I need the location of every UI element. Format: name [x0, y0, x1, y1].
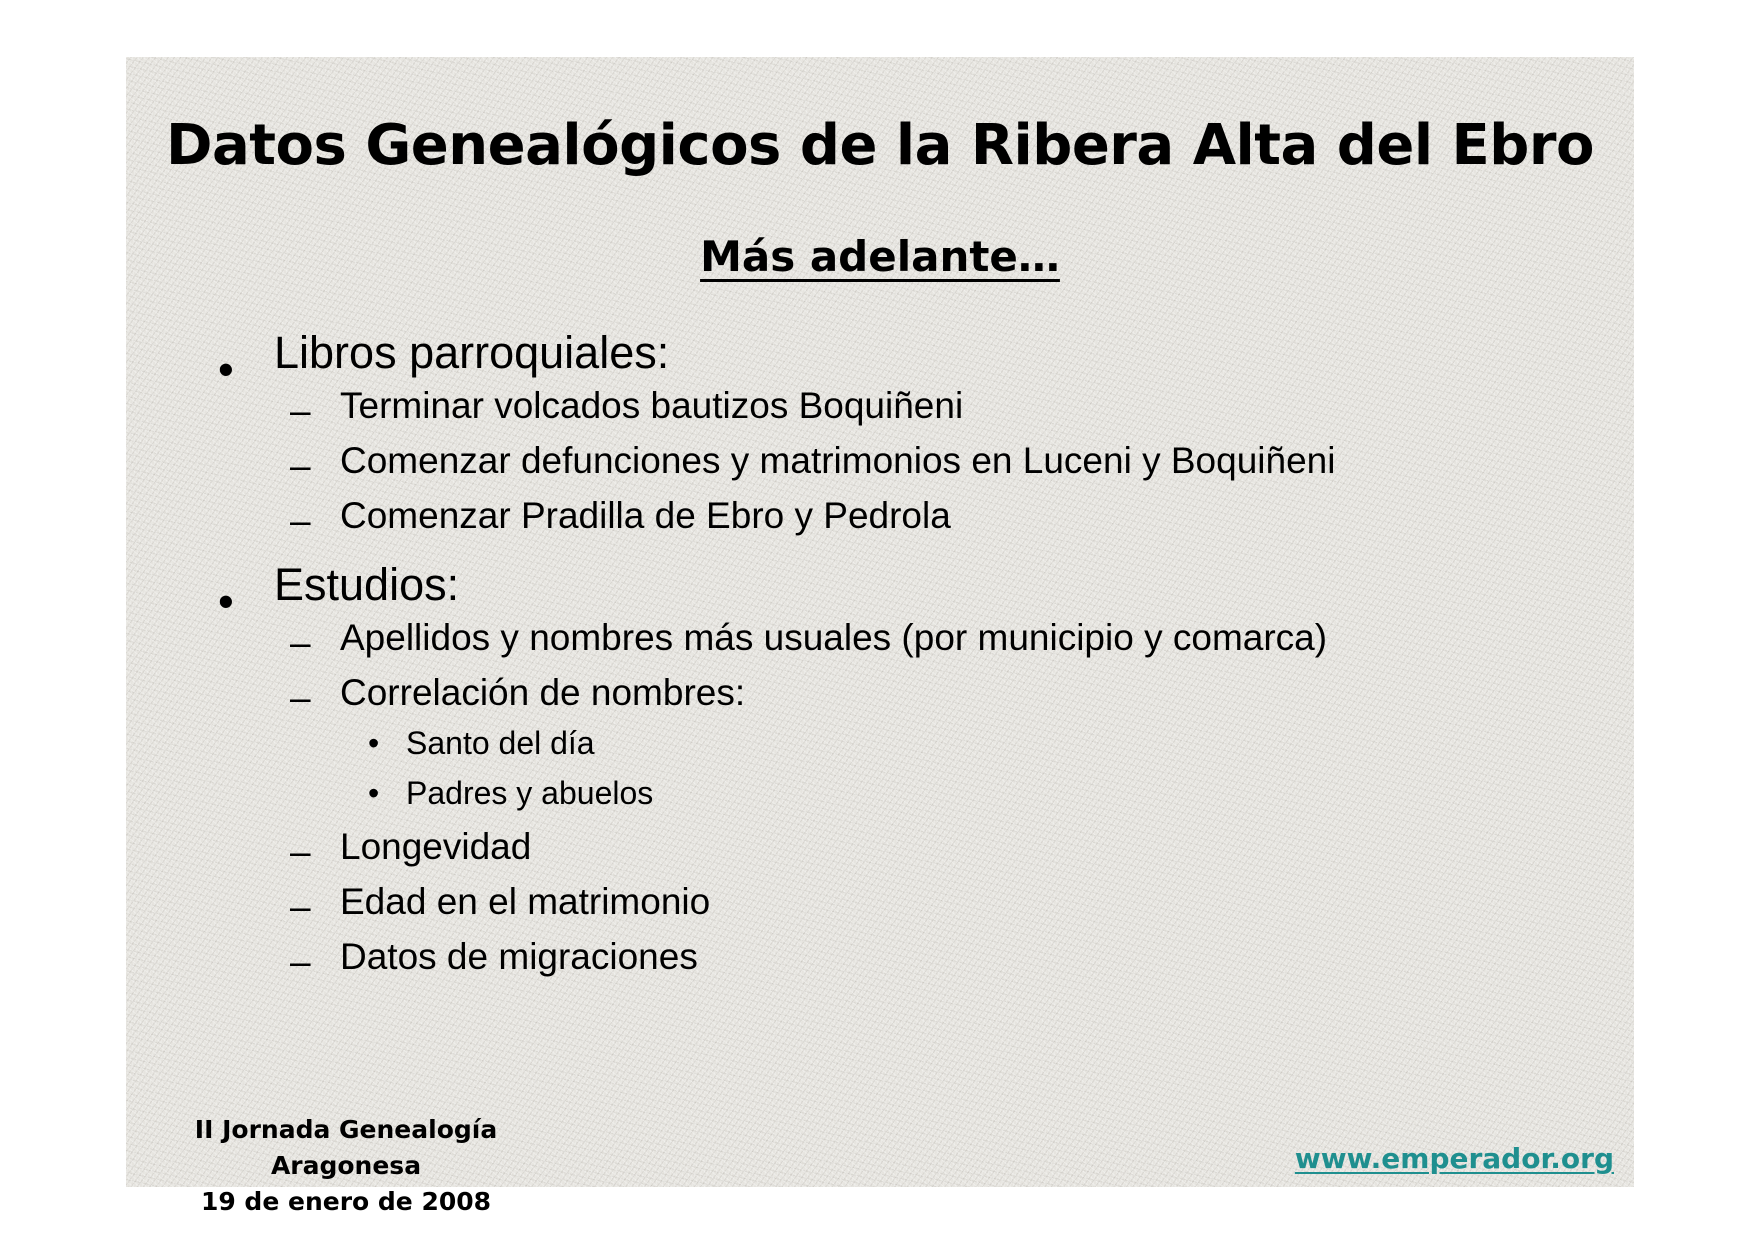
sub-bullet-item: Comenzar defunciones y matrimonios en Luceni y Boquiñeni — [340, 440, 1336, 481]
sub-bullet-item: Datos de migraciones — [340, 936, 698, 977]
bullet-item-estudios: Estudios: — [274, 559, 460, 610]
sub-bullet-item: Longevidad — [340, 826, 532, 867]
sub-bullet-item: Edad en el matrimonio — [340, 881, 711, 922]
sub-bullet-item: Apellidos y nombres más usuales (por municipio y comarca) — [340, 617, 1328, 658]
footer-event-title: II Jornada Genealogía Aragonesa — [194, 1115, 498, 1180]
sub-bullet-marker: – — [290, 445, 311, 486]
sub-sub-bullet-item: Padres y abuelos — [406, 775, 654, 811]
sub-bullet-item: Correlación de nombres: — [340, 672, 746, 713]
sub-bullet-marker: – — [290, 831, 311, 872]
sub-bullet-marker: – — [290, 886, 311, 927]
slide-subtitle-text: Más adelante… — [700, 232, 1060, 281]
sub-bullet-marker: – — [290, 500, 311, 541]
slide-title: Datos Genealógicos de la Ribera Alta del Ebro — [166, 113, 1594, 178]
slide — [126, 57, 1634, 1216]
sub-bullet-marker: – — [290, 677, 311, 718]
footer-event-date: 19 de enero de 2008 — [200, 1187, 492, 1216]
sub-sub-bullet-marker: • — [368, 775, 380, 811]
bullet-marker: • — [218, 576, 234, 627]
bullet-item-libros: Libros parroquiales: — [274, 327, 670, 378]
sub-bullet-marker: – — [290, 941, 311, 982]
sub-bullet-item: Comenzar Pradilla de Ebro y Pedrola — [340, 495, 951, 536]
footer-event-info — [136, 1112, 556, 1220]
sub-sub-bullet-item: Santo del día — [406, 725, 595, 761]
sub-bullet-marker: – — [290, 622, 311, 663]
sub-bullet-marker: – — [290, 390, 311, 431]
website-link[interactable]: www.emperador.org — [1294, 1142, 1614, 1175]
bullet-marker: • — [218, 344, 234, 395]
sub-bullet-item: Terminar volcados bautizos Boquiñeni — [340, 385, 964, 426]
sub-sub-bullet-marker: • — [368, 725, 380, 761]
slide-subtitle — [126, 232, 1634, 281]
